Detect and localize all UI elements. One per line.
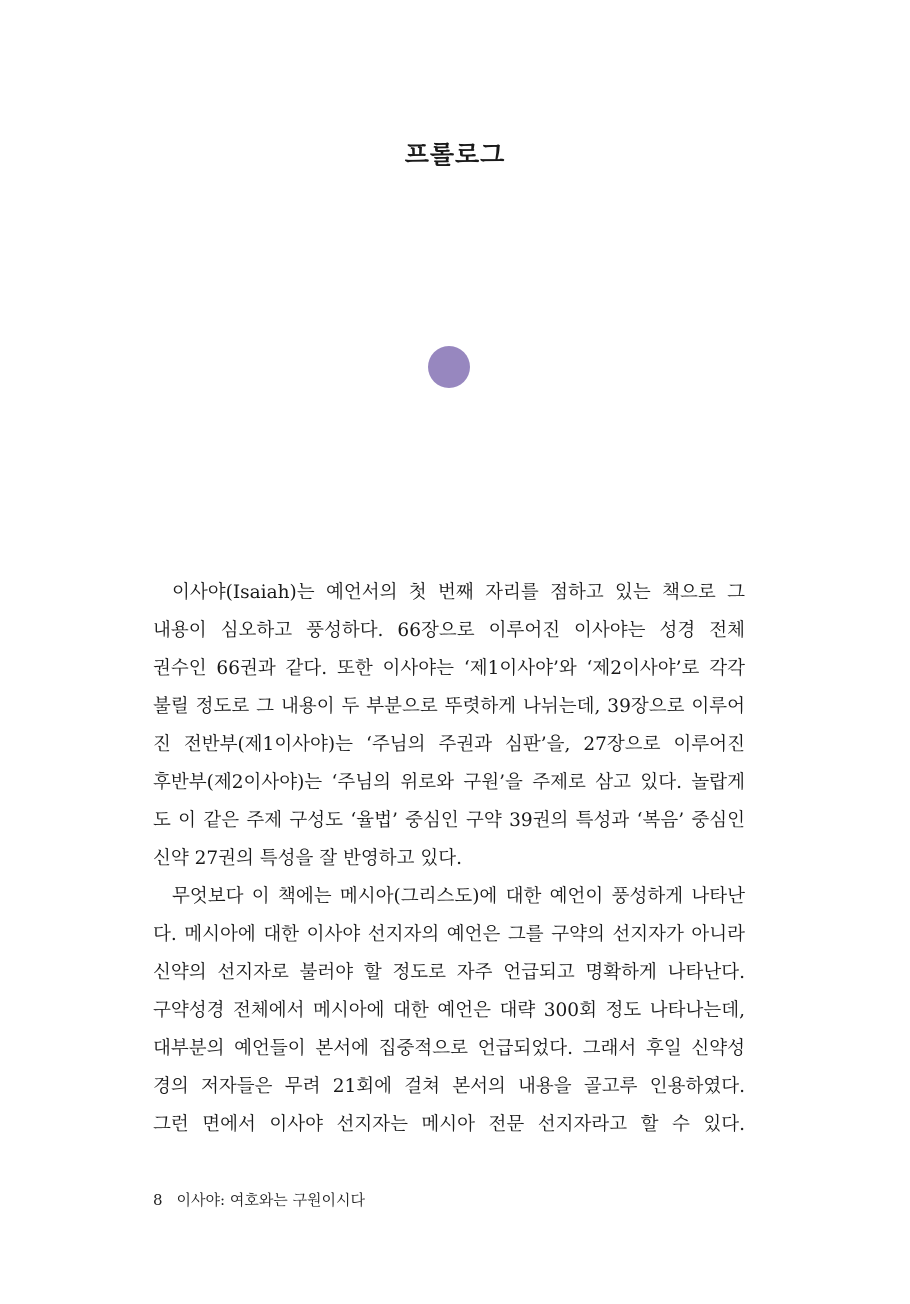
paragraph-2-line-4: 구약성경 전체에서 메시아에 대한 예언은 대략 300회 정도 나타나는데, [153,1000,745,1021]
paragraph-2-line-6: 경의 저자들은 무려 21회에 걸쳐 본서의 내용을 골고루 인용하였다. [153,1076,745,1097]
paragraph-1-line-6: 후반부(제2이사야)는 ‘주님의 위로와 구원’을 주제로 삼고 있다. 놀랍게 [153,772,745,793]
body-text [153,574,745,1144]
paragraph-1-line-8: 신약 27권의 특성을 잘 반영하고 있다. [153,848,463,869]
paragraph-1-line-7: 도 이 같은 주제 구성도 ‘율법’ 중심인 구약 39권의 특성과 ‘복음’ 중심인 [153,810,745,831]
paragraph-1-line-3: 권수인 66권과 같다. 또한 이사야는 ‘제1이사야’와 ‘제2이사야’로 각각 [153,658,745,679]
paragraph-2-line-5: 대부분의 예언들이 본서에 집중적으로 언급되었다. 그래서 후일 신약성 [153,1038,745,1059]
running-title: 이사야: 여호와는 구원이시다 [176,1191,366,1209]
page-footer [153,1189,365,1211]
paragraph-1-line-1: 이사야(Isaiah)는 예언서의 첫 번째 자리를 점하고 있는 책으로 그 [172,582,745,603]
page-title: 프롤로그 [404,140,506,169]
paragraph-2-line-1: 무엇보다 이 책에는 메시아(그리스도)에 대한 예언이 풍성하게 나타난 [172,886,745,907]
circle-ornament-icon [428,346,470,388]
paragraph-1-line-2: 내용이 심오하고 풍성하다. 66장으로 이루어진 이사야는 성경 전체 [153,620,745,641]
paragraph-1-line-5: 진 전반부(제1이사야)는 ‘주님의 주권과 심판’을, 27장으로 이루어진 [153,734,745,755]
page-number: 8 [153,1191,163,1209]
paragraph-2-line-2: 다. 메시아에 대한 이사야 선지자의 예언은 그를 구약의 선지자가 아니라 [153,924,745,945]
paragraph-2-line-3: 신약의 선지자로 불러야 할 정도로 자주 언급되고 명확하게 나타난다. [153,962,745,983]
paragraph-1-line-4: 불릴 정도로 그 내용이 두 부분으로 뚜렷하게 나뉘는데, 39장으로 이루어 [153,696,745,717]
paragraph-2-line-7: 그런 면에서 이사야 선지자는 메시아 전문 선지자라고 할 수 있다. [153,1114,745,1135]
